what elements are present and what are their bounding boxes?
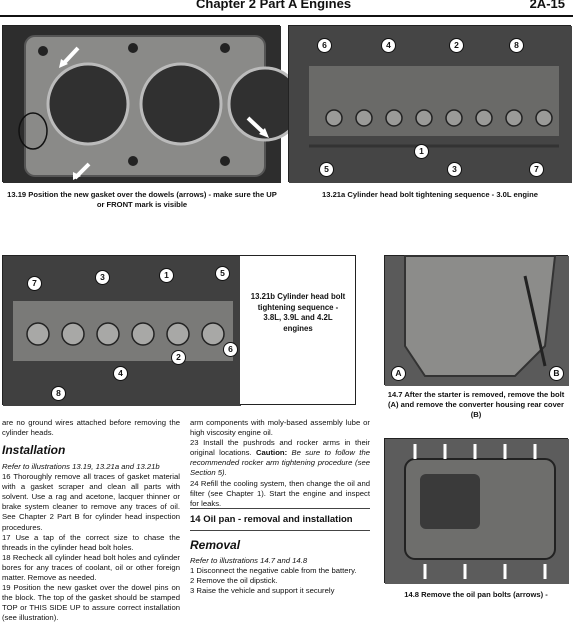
callout-4: 4 (113, 366, 128, 381)
para-23: 23 Install the pushrods and rocker arms in their original locations. Caution: Be sure to follow the recommended rocker arm tightening procedure (see Section 5). (190, 438, 370, 478)
page-header (0, 0, 573, 17)
callout-6: 6 (223, 342, 238, 357)
callout-7: 7 (529, 162, 544, 177)
gasket-illustration (3, 26, 281, 183)
column-1 (2, 418, 180, 438)
refer-line: Refer to illustrations 13.19, 13.21a and 13.21b (2, 462, 160, 471)
callout-5: 5 (215, 266, 230, 281)
caption-14-8: 14.8 Remove the oil pan bolts (arrows) - (404, 590, 548, 599)
para-22-end: arm components with moly-based assembly lube or high viscosity engine oil. (190, 418, 370, 438)
callout-4: 4 (381, 38, 396, 53)
column-2 (190, 418, 370, 509)
photo-14-8 (384, 438, 568, 583)
converter-housing (385, 256, 569, 386)
section-rule-bottom (190, 530, 370, 531)
caption-box-13-21b (240, 255, 356, 405)
callout-2: 2 (449, 38, 464, 53)
callout-7: 7 (27, 276, 42, 291)
callout-6: 6 (317, 38, 332, 53)
callout-8: 8 (51, 386, 66, 401)
caption-14-7: 14.7 After the starter is removed, remove the bolt (A) and remove the converter housing rear cover (B) (387, 390, 565, 419)
step-2: 2 Remove the oil dipstick. (190, 576, 278, 586)
callout-3: 3 (447, 162, 462, 177)
page-number: 2A-15 (529, 0, 565, 11)
heading-installation: Installation (2, 443, 66, 457)
caption-13-19: 13.19 Position the new gasket over the dowels (arrows) - make sure the UP or FRONT mark is visible (7, 190, 277, 209)
callout-1: 1 (414, 144, 429, 159)
column-2-body (190, 556, 370, 596)
oil-pan (385, 439, 569, 584)
step-3: 3 Raise the vehicle and support it securely (190, 586, 335, 596)
step-1: 1 Disconnect the negative cable from the battery. (190, 566, 357, 576)
para-24: 24 Refill the cooling system, then change the oil and filter (see Chapter 1). Start the engine and inspect for leaks. (190, 478, 370, 508)
photo-14-7 (384, 255, 568, 385)
photo-13-21b (2, 255, 240, 405)
para-17: 17 Use a tap of the correct size to chase the threads in the cylinder head bolt holes. (2, 532, 180, 552)
caption-13-21a: 13.21a Cylinder head bolt tightening sequence - 3.0L engine (322, 190, 538, 199)
section-14-title: 14 Oil pan - removal and installation (190, 514, 353, 525)
para-intro: are no ground wires attached before removing the cylinder heads. (2, 418, 180, 438)
cylinder-head-3-0l (289, 26, 572, 183)
callout-3: 3 (95, 270, 110, 285)
refer-line-2: Refer to illustrations 14.7 and 14.8 (190, 556, 308, 565)
section-rule-top (190, 508, 370, 509)
callout-A: A (391, 366, 406, 381)
para-19: 19 Position the new gasket over the dowel pins on the block. The top of the gasket should be stamped TOP or THIS SIDE UP to assure correct installation (see illustration). (2, 583, 180, 623)
para-18: 18 Recheck all cylinder head bolt holes and cylinder bores for any traces of coolant, oil or other foreign matter. Remove as needed. (2, 552, 180, 583)
column-1-body (2, 462, 180, 624)
photo-13-21a (288, 25, 571, 182)
caption-13-21b: 13.21b Cylinder head bolt tightening sequence - 3.8L, 3.9L and 4.2L engines (250, 292, 346, 333)
callout-5: 5 (319, 162, 334, 177)
callout-8: 8 (509, 38, 524, 53)
para-16: 16 Thoroughly remove all traces of gasket material with a gasket scraper and clean all parts with solvent. Use a rag and acetone, lacquer thinner or brake system cleaner to remove any traces of oil. See Chapter 2 Part B for cylinder head inspection procedures. (2, 472, 180, 532)
chapter-title: Chapter 2 Part A Engines (196, 0, 352, 11)
callout-1: 1 (159, 268, 174, 283)
callout-B: B (549, 366, 564, 381)
callout-2: 2 (171, 350, 186, 365)
photo-13-19 (2, 25, 280, 182)
heading-removal: Removal (190, 538, 241, 552)
